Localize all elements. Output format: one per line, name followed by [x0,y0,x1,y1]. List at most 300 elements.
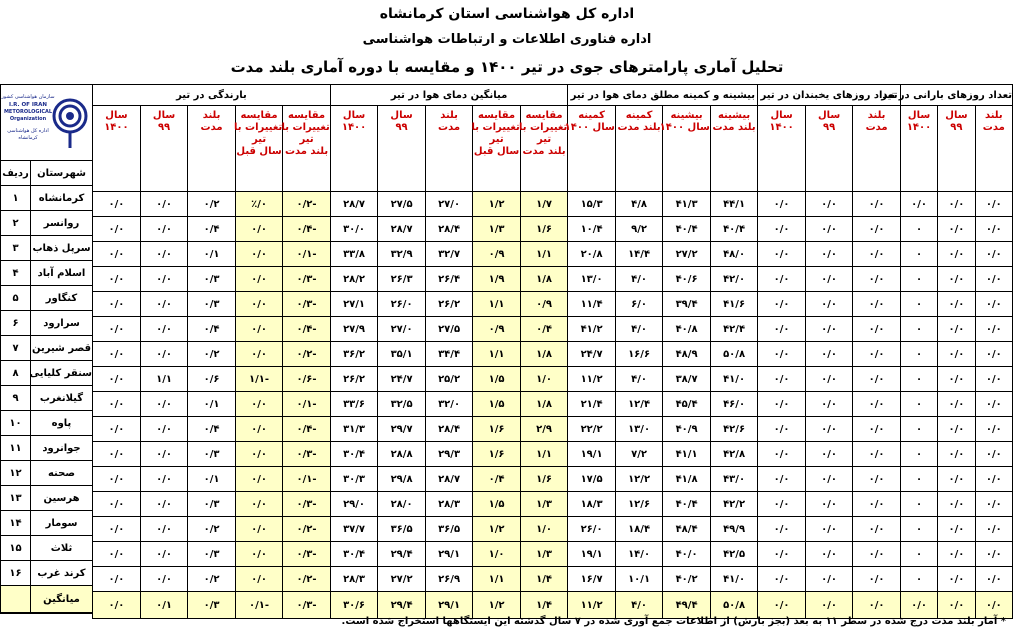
cell-mm-1: ۲۷/۲ [663,242,711,267]
cell-mm-3: ۱۳/۰ [568,267,616,292]
cell-f-0: ۰/۰ [853,342,901,367]
cell-r-0: ۰/۰ [975,517,1012,542]
cell-mm-2: ۱۴/۰ [615,542,663,567]
compare-prev-year-col-line: مقایسه [240,110,278,121]
cell-f-0: ۰/۰ [853,317,901,342]
compare-prev-year-col [235,106,283,192]
cell-mm-2: ۱۰/۱ [615,567,663,592]
svg-text:کرمانشاه: کرمانشاه [18,135,38,141]
city-name: روانسر [31,211,93,236]
cell-f-0: ۰/۰ [853,267,901,292]
cell-mm-3: ۱۹/۱ [568,442,616,467]
table-row [93,367,1013,392]
min-1400-col [564,106,616,192]
year-99-col-line: سال [945,110,968,121]
cell-p-3: ۰/۰ [140,517,188,542]
cell-mm-0: ۴۲/۴ [710,317,758,342]
cell-p-4: ۰/۰ [93,217,141,242]
cell-mm-0: ۴۲/۵ [710,542,758,567]
cell-mm-1: ۴۰/۴ [663,217,711,242]
cell-mt-3: ۲۶/۰ [378,292,426,317]
cell-r-2: ۰ [900,267,937,292]
cell-p-0: -۰/۱ [283,467,331,492]
compare-long-term-col-line: مقایسه [525,110,563,121]
city-name: قصر شیرین [31,336,93,361]
cell-mm-0: ۴۹/۹ [710,517,758,542]
row-label [1,186,93,211]
cell-r-1: ۰/۰ [938,392,975,417]
compare-long-term-col-line: تغییرات با [519,122,568,133]
cell-mt-1: ۱/۹ [473,267,521,292]
cell-mm-2: ۹/۲ [615,217,663,242]
cell-f-1: ۰/۰ [805,267,853,292]
max-1400-col-line: بیشینه [670,110,703,121]
cell-f-0: ۰/۰ [853,192,901,217]
summary-label-row [1,586,93,613]
cell-mm-1: ۴۰/۹ [663,417,711,442]
city-name: کرند غرب [31,561,93,586]
cell-f-2: ۰/۰ [758,242,806,267]
cell-mt-3: ۲۹/۴ [378,592,426,619]
precip-header: بارندگی در تیر [93,85,331,106]
year-1400-col-line: سال [342,110,366,121]
compare-prev-year-col [473,106,521,192]
cell-f-0: ۰/۰ [853,242,901,267]
cell-p-1: ۰/۰ [235,317,283,342]
cell-mm-3: ۱۶/۷ [568,567,616,592]
long-term-col-line: بلند [440,110,458,121]
summary-label: میانگین [31,586,93,613]
cell-r-0: ۰/۰ [975,192,1012,217]
cell-mt-0: ۱/۸ [520,267,568,292]
cell-mm-0: ۴۶/۰ [710,392,758,417]
cell-f-2: ۰/۰ [758,517,806,542]
cell-mt-3: ۲۸/۸ [378,442,426,467]
cell-p-3: ۰/۰ [140,392,188,417]
long-term-col-line: مدت [200,122,223,133]
cell-p-2: ۰/۲ [188,517,236,542]
cell-mt-3: ۲۹/۸ [378,467,426,492]
year-1400-col-line: سال [105,110,128,121]
city-name: سرپل ذهاب [31,236,93,261]
cell-mt-3: ۲۹/۷ [378,417,426,442]
year-1400-col-line: سال [770,110,793,121]
table-row [93,267,1013,292]
cell-p-3: ۰/۰ [140,417,188,442]
cell-r-1: ۰/۰ [938,192,975,217]
cell-mm-3: ۴۱/۲ [568,317,616,342]
cell-p-0: -۰/۳ [283,267,331,292]
table-row [93,192,1013,217]
cell-p-2: ۰/۱ [188,242,236,267]
city-name: هرسین [31,486,93,511]
compare-prev-year-col-line: سال قبل [473,146,520,157]
cell-p-0: -۰/۳ [283,542,331,567]
footnote: * آمار بلند مدت درج شده در سطر ۱۱ به بعد (بجز بارش) از اطلاعات جمع آوری شده در ۷ سال گذشته این ایستگاهها استخراج شده است. [341,616,1006,627]
row-number: ۱۰ [1,411,31,436]
cell-mm-3: ۱۰/۴ [568,217,616,242]
cell-r-1: ۰/۰ [938,217,975,242]
city-name: سنقر کلیایی [31,361,93,386]
year-99-col-line: ۹۹ [157,122,171,133]
city-name: کنگاور [31,286,93,311]
cell-mt-1: ۱/۱ [473,342,521,367]
cell-f-1: ۰/۰ [805,367,853,392]
cell-p-4: ۰/۰ [93,292,141,317]
cell-mt-0: ۰/۴ [520,317,568,342]
cell-f-0: ۰/۰ [853,592,901,619]
table-row [93,542,1013,567]
cell-f-0: ۰/۰ [853,392,901,417]
org-title: اداره کل هواشناسی استان کرمانشاه [379,6,635,22]
row-number [1,586,31,613]
cell-r-1: ۰/۰ [938,267,975,292]
cell-mt-3: ۲۴/۷ [378,367,426,392]
mean-temp-header: میانگین دمای هوا در تیر [330,85,568,106]
sub-header-row [93,106,1013,192]
cell-p-2: ۰/۲ [188,567,236,592]
cell-p-1: ۰/۰ [235,242,283,267]
min-1400-col-line: کمینه [578,110,605,121]
cell-mt-3: ۳۵/۱ [378,342,426,367]
cell-mt-2: ۲۹/۳ [425,442,473,467]
year-99-col [938,106,975,192]
year-1400-col-line: ۱۴۰۰ [906,122,932,133]
city-name: ثلاث [31,536,93,561]
cell-mm-2: ۶/۰ [615,292,663,317]
cell-p-2: ۰/۴ [188,317,236,342]
cell-mm-2: ۴/۰ [615,367,663,392]
cell-mt-0: ۱/۶ [520,217,568,242]
cell-p-4: ۰/۰ [93,592,141,619]
city-name: پاوه [31,411,93,436]
cell-mt-0: ۲/۹ [520,417,568,442]
compare-long-term-col-line: تیر [299,134,314,145]
row-label-header [0,160,93,613]
min-long-term-col-line: بلند مدت [617,122,661,133]
cell-r-0: ۰/۰ [975,317,1012,342]
row-label [1,261,93,286]
cell-p-1: -۱/۱ [235,367,283,392]
cell-mt-2: ۳۲/۷ [425,242,473,267]
dept-title: اداره فناوری اطلاعات و ارتباطات هواشناسی [362,32,652,47]
cell-mt-0: ۱/۸ [520,342,568,367]
cell-r-0: ۰/۰ [975,392,1012,417]
row-number: ۱۳ [1,486,31,511]
compare-prev-year-col-line: سال قبل [236,146,282,157]
cell-p-1: ۰/۰ [235,342,283,367]
cell-mt-4: ۳۰/۰ [330,217,378,242]
cell-f-2: ۰/۰ [758,567,806,592]
row-label [1,211,93,236]
svg-text:سازمان هواشناسی کشور: سازمان هواشناسی کشور [1,94,55,100]
cell-mt-3: ۲۶/۳ [378,267,426,292]
cell-r-0: ۰/۰ [975,217,1012,242]
cell-mm-3: ۲۰/۸ [568,242,616,267]
cell-mt-2: ۲۸/۴ [425,217,473,242]
cell-mm-1: ۴۰/۰ [663,542,711,567]
cell-p-3: ۰/۰ [140,217,188,242]
row-label [1,411,93,436]
cell-f-1: ۰/۰ [805,292,853,317]
compare-long-term-col [520,106,568,192]
cell-mt-1: ۱/۱ [473,292,521,317]
cell-mm-2: ۱۲/۴ [615,392,663,417]
cell-f-0: ۰/۰ [853,367,901,392]
long-term-col-line: بلند [202,110,221,121]
cell-p-0: -۰/۶ [283,367,331,392]
cell-mt-0: ۱/۰ [520,517,568,542]
cell-mm-3: ۲۶/۰ [568,517,616,542]
cell-p-2: ۰/۴ [188,417,236,442]
cell-r-0: ۰/۰ [975,542,1012,567]
cell-mm-3: ۲۱/۴ [568,392,616,417]
year-1400-col-line: ۱۴۰۰ [769,122,794,133]
cell-mt-0: ۱/۱ [520,242,568,267]
cell-r-1: ۰/۰ [938,367,975,392]
year-1400-col-line: ۱۴۰۰ [341,122,367,133]
cell-r-2: ۰ [900,417,937,442]
cell-mm-3: ۲۴/۷ [568,342,616,367]
cell-f-0: ۰/۰ [853,442,901,467]
cell-r-0: ۰/۰ [975,267,1012,292]
cell-mt-0: ۱/۰ [520,367,568,392]
cell-mt-1: ۱/۵ [473,367,521,392]
cell-mt-0: ۱/۷ [520,192,568,217]
row-number: ۱ [1,186,31,211]
cell-f-2: ۰/۰ [758,542,806,567]
year-99-col-line: سال [817,110,841,121]
cell-mm-2: ۱۲/۲ [615,467,663,492]
row-number: ۱۱ [1,436,31,461]
cell-p-0: -۰/۴ [283,317,331,342]
cell-p-0: -۰/۳ [283,442,331,467]
cell-mt-2: ۲۶/۹ [425,567,473,592]
cell-mt-2: ۲۷/۰ [425,192,473,217]
cell-mm-2: ۷/۲ [615,442,663,467]
cell-r-0: ۰/۰ [975,367,1012,392]
cell-p-1: ۰/۰ [235,467,283,492]
cell-r-2: ۰ [900,567,937,592]
cell-mm-0: ۴۱/۰ [710,567,758,592]
cell-mt-4: ۲۸/۷ [330,192,378,217]
cell-mm-3: ۱۱/۲ [568,367,616,392]
cell-p-0: -۰/۱ [283,242,331,267]
cell-p-3: ۰/۰ [140,342,188,367]
long-term-col [425,106,473,192]
cell-mt-1: ۱/۲ [473,192,521,217]
compare-long-term-col [283,106,331,192]
cell-mt-0: ۱/۸ [520,392,568,417]
year-1400-col [900,106,937,192]
cell-r-2: ۰ [900,242,937,267]
long-term-col [853,106,901,192]
long-term-col-line: مدت [438,122,461,133]
cell-mt-3: ۲۹/۴ [378,542,426,567]
cell-mm-1: ۴۰/۴ [663,492,711,517]
cell-p-4: ۰/۰ [93,492,141,517]
cell-r-0: ۰/۰ [975,417,1012,442]
city-name: کرمانشاه [31,186,93,211]
cell-p-3: ۱/۱ [140,367,188,392]
row-label [1,486,93,511]
year-99-col-line: ۹۹ [822,122,836,133]
table-row [93,442,1013,467]
cell-mm-2: ۴/۸ [615,192,663,217]
cell-p-4: ۰/۰ [93,192,141,217]
cell-mm-0: ۴۱/۶ [710,292,758,317]
row-label [1,536,93,561]
cell-mt-0: ۱/۳ [520,542,568,567]
cell-p-1: ۰/۰ [235,517,283,542]
table-row [93,492,1013,517]
cell-p-1: ۰/٪ [235,192,283,217]
cell-p-3: ۰/۰ [140,292,188,317]
cell-mt-4: ۳۰/۴ [330,442,378,467]
cell-p-0: -۰/۲ [283,192,331,217]
cell-p-0: -۰/۲ [283,342,331,367]
cell-p-3: ۰/۰ [140,317,188,342]
year-1400-col-line: سال [907,110,931,121]
row-number: ۳ [1,236,31,261]
cell-f-1: ۰/۰ [805,392,853,417]
cell-mm-1: ۳۹/۴ [663,292,711,317]
cell-mt-3: ۲۸/۰ [378,492,426,517]
cell-p-4: ۰/۰ [93,442,141,467]
cell-f-1: ۰/۰ [805,192,853,217]
cell-mt-1: ۱/۶ [473,442,521,467]
cell-r-2: ۰ [900,517,937,542]
long-term-col-line: مدت [982,122,1005,133]
cell-mm-1: ۴۹/۴ [663,592,711,619]
city-name: اسلام آباد [31,261,93,286]
cell-mm-0: ۴۲/۶ [710,417,758,442]
cell-r-2: ۰/۰ [900,192,937,217]
compare-prev-year-col-line: تغییرات با [234,122,283,133]
cell-p-4: ۰/۰ [93,567,141,592]
cell-p-0: -۰/۱ [283,392,331,417]
cell-f-1: ۰/۰ [805,317,853,342]
cell-mm-2: ۱۳/۰ [615,417,663,442]
max-long-term-col-line: بلند مدت [712,122,756,133]
cell-f-1: ۰/۰ [805,442,853,467]
year-1400-col [93,106,141,192]
row-number: ۲ [1,211,31,236]
compare-long-term-col-line: مقایسه [287,110,326,121]
cell-mm-1: ۴۱/۸ [663,467,711,492]
cell-f-0: ۰/۰ [853,467,901,492]
cell-r-0: ۰/۰ [975,567,1012,592]
cell-f-1: ۰/۰ [805,467,853,492]
cell-r-2: ۰ [900,542,937,567]
row-label [1,436,93,461]
cell-f-0: ۰/۰ [853,492,901,517]
cell-mm-3: ۱۱/۲ [568,592,616,619]
cell-mm-0: ۵۰/۸ [710,342,758,367]
cell-r-2: ۰/۰ [900,592,937,619]
cell-p-2: ۰/۱ [188,467,236,492]
cell-p-3: ۰/۱ [140,592,188,619]
cell-r-2: ۰ [900,492,937,517]
cell-p-4: ۰/۰ [93,417,141,442]
svg-text:I.R. OF IRAN: I.R. OF IRAN [9,102,47,108]
cell-mt-4: ۳۰/۴ [330,542,378,567]
cell-mt-1: ۰/۹ [473,242,521,267]
cell-mt-4: ۳۰/۶ [330,592,378,619]
cell-mm-2: ۱۶/۶ [615,342,663,367]
cell-mt-4: ۳۱/۳ [330,417,378,442]
city-name: سومار [31,511,93,536]
compare-long-term-col-line: تیر [537,134,552,145]
compare-prev-year-col-line: تیر [489,134,504,145]
year-1400-col [330,106,378,192]
cell-p-4: ۰/۰ [93,392,141,417]
cell-mt-2: ۳۲/۰ [425,392,473,417]
cell-mm-3: ۱۸/۳ [568,492,616,517]
year-99-col [140,106,188,192]
cell-p-0: -۰/۴ [283,217,331,242]
cell-f-1: ۰/۰ [805,517,853,542]
row-number: ۸ [1,361,31,386]
cell-mt-1: ۱/۵ [473,492,521,517]
row-number: ۷ [1,336,31,361]
cell-mt-0: ۱/۴ [520,592,568,619]
row-number: ۵ [1,286,31,311]
year-99-col-line: سال [152,110,176,121]
cell-p-1: ۰/۰ [235,442,283,467]
cell-f-1: ۰/۰ [805,592,853,619]
cell-p-2: ۰/۶ [188,367,236,392]
cell-mt-3: ۳۶/۵ [378,517,426,542]
cell-f-1: ۰/۰ [805,567,853,592]
cell-r-1: ۰/۰ [938,342,975,367]
cell-mt-4: ۲۹/۰ [330,492,378,517]
cell-mt-2: ۳۴/۴ [425,342,473,367]
city-name: صحنه [31,461,93,486]
cell-p-1: ۰/۰ [235,542,283,567]
city-name: گیلانغرب [31,386,93,411]
row-number: ۹ [1,386,31,411]
cell-mm-2: ۴/۰ [615,267,663,292]
cell-p-4: ۰/۰ [93,367,141,392]
cell-p-1: ۰/۰ [235,567,283,592]
cell-mt-2: ۲۸/۴ [425,417,473,442]
cell-mm-1: ۴۸/۴ [663,517,711,542]
cell-f-1: ۰/۰ [805,542,853,567]
row-label [1,286,93,311]
city-name: سرارود [31,311,93,336]
cell-f-2: ۰/۰ [758,492,806,517]
cell-p-4: ۰/۰ [93,317,141,342]
cell-mm-1: ۴۸/۹ [663,342,711,367]
cell-f-2: ۰/۰ [758,367,806,392]
cell-mt-3: ۲۷/۰ [378,317,426,342]
cell-r-1: ۰/۰ [938,517,975,542]
compare-prev-year-col-line: مقایسه [477,110,516,121]
cell-mt-0: ۱/۳ [520,492,568,517]
year-99-col-line: ۹۹ [950,122,963,133]
row-label [1,336,93,361]
table-row [93,467,1013,492]
row-label [1,461,93,486]
cell-p-2: ۰/۱ [188,392,236,417]
cell-mt-3: ۲۷/۲ [378,567,426,592]
long-term-col-line: بلند [984,110,1003,121]
cell-mt-1: ۱/۶ [473,417,521,442]
cell-mt-4: ۲۸/۳ [330,567,378,592]
report-title: تحلیل آماری پارامترهای جوی در تیر ۱۴۰۰ و مقایسه با دوره آماری بلند مدت [230,58,784,76]
cell-mt-0: ۱/۱ [520,442,568,467]
